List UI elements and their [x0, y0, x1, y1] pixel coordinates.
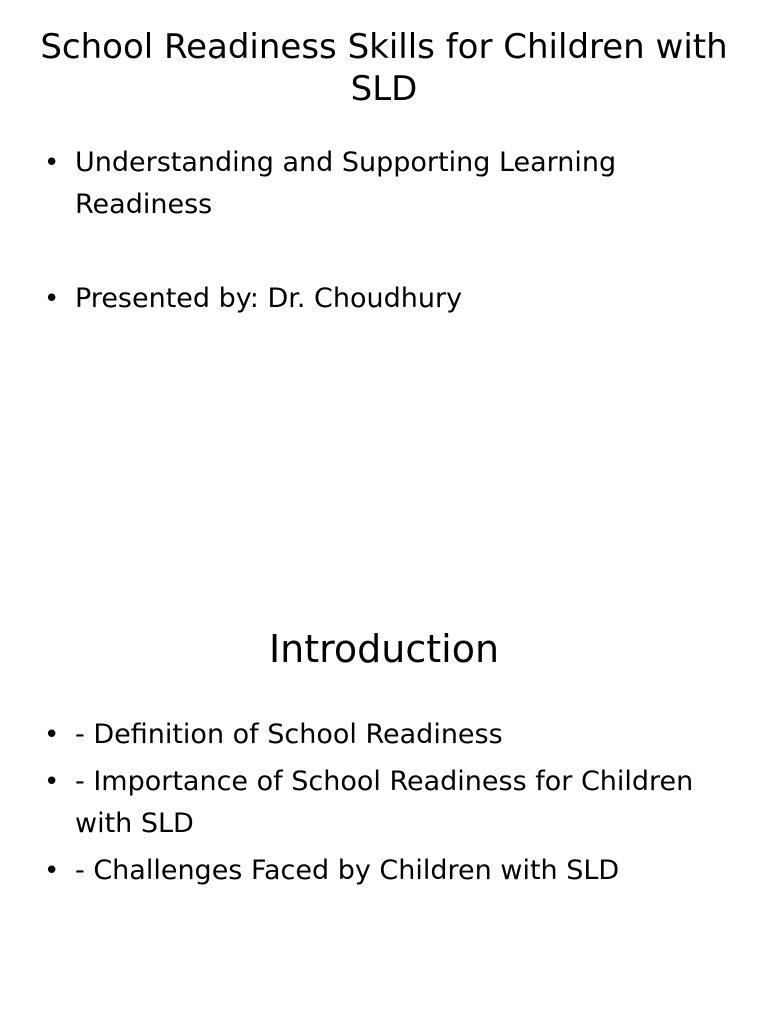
slide-1-bullet-2 — [44, 278, 724, 320]
bullet-dot-icon: • — [44, 284, 60, 314]
bullet-dot-icon: • — [44, 720, 60, 750]
bullet-text: - Importance of School Readiness for Children with SLD — [75, 766, 694, 839]
bullet-text: - Definition of School Readiness — [75, 719, 503, 750]
bullet-dot-icon: • — [44, 856, 60, 886]
slide-2-bullet-list — [44, 714, 724, 897]
bullet-text: Presented by: Dr. Choudhury — [75, 283, 463, 314]
slide-2 — [0, 576, 768, 1024]
bullet-dot-icon: • — [44, 148, 60, 178]
bullet-dot-icon: • — [44, 767, 60, 797]
slide-1-bullet-list — [44, 142, 724, 320]
slide-1-bullet-1 — [44, 142, 724, 226]
bullet-text: Understanding and Supporting Learning Readiness — [75, 147, 617, 220]
slide-2-bullet-2 — [44, 761, 724, 845]
slide-1-title: School Readiness Skills for Children with SLD — [40, 27, 728, 109]
slide-2-title: Introduction — [268, 627, 500, 671]
slide-2-bullet-3 — [44, 850, 724, 892]
bullet-text: - Challenges Faced by Children with SLD — [75, 855, 620, 886]
slide-2-bullet-1 — [44, 714, 724, 756]
